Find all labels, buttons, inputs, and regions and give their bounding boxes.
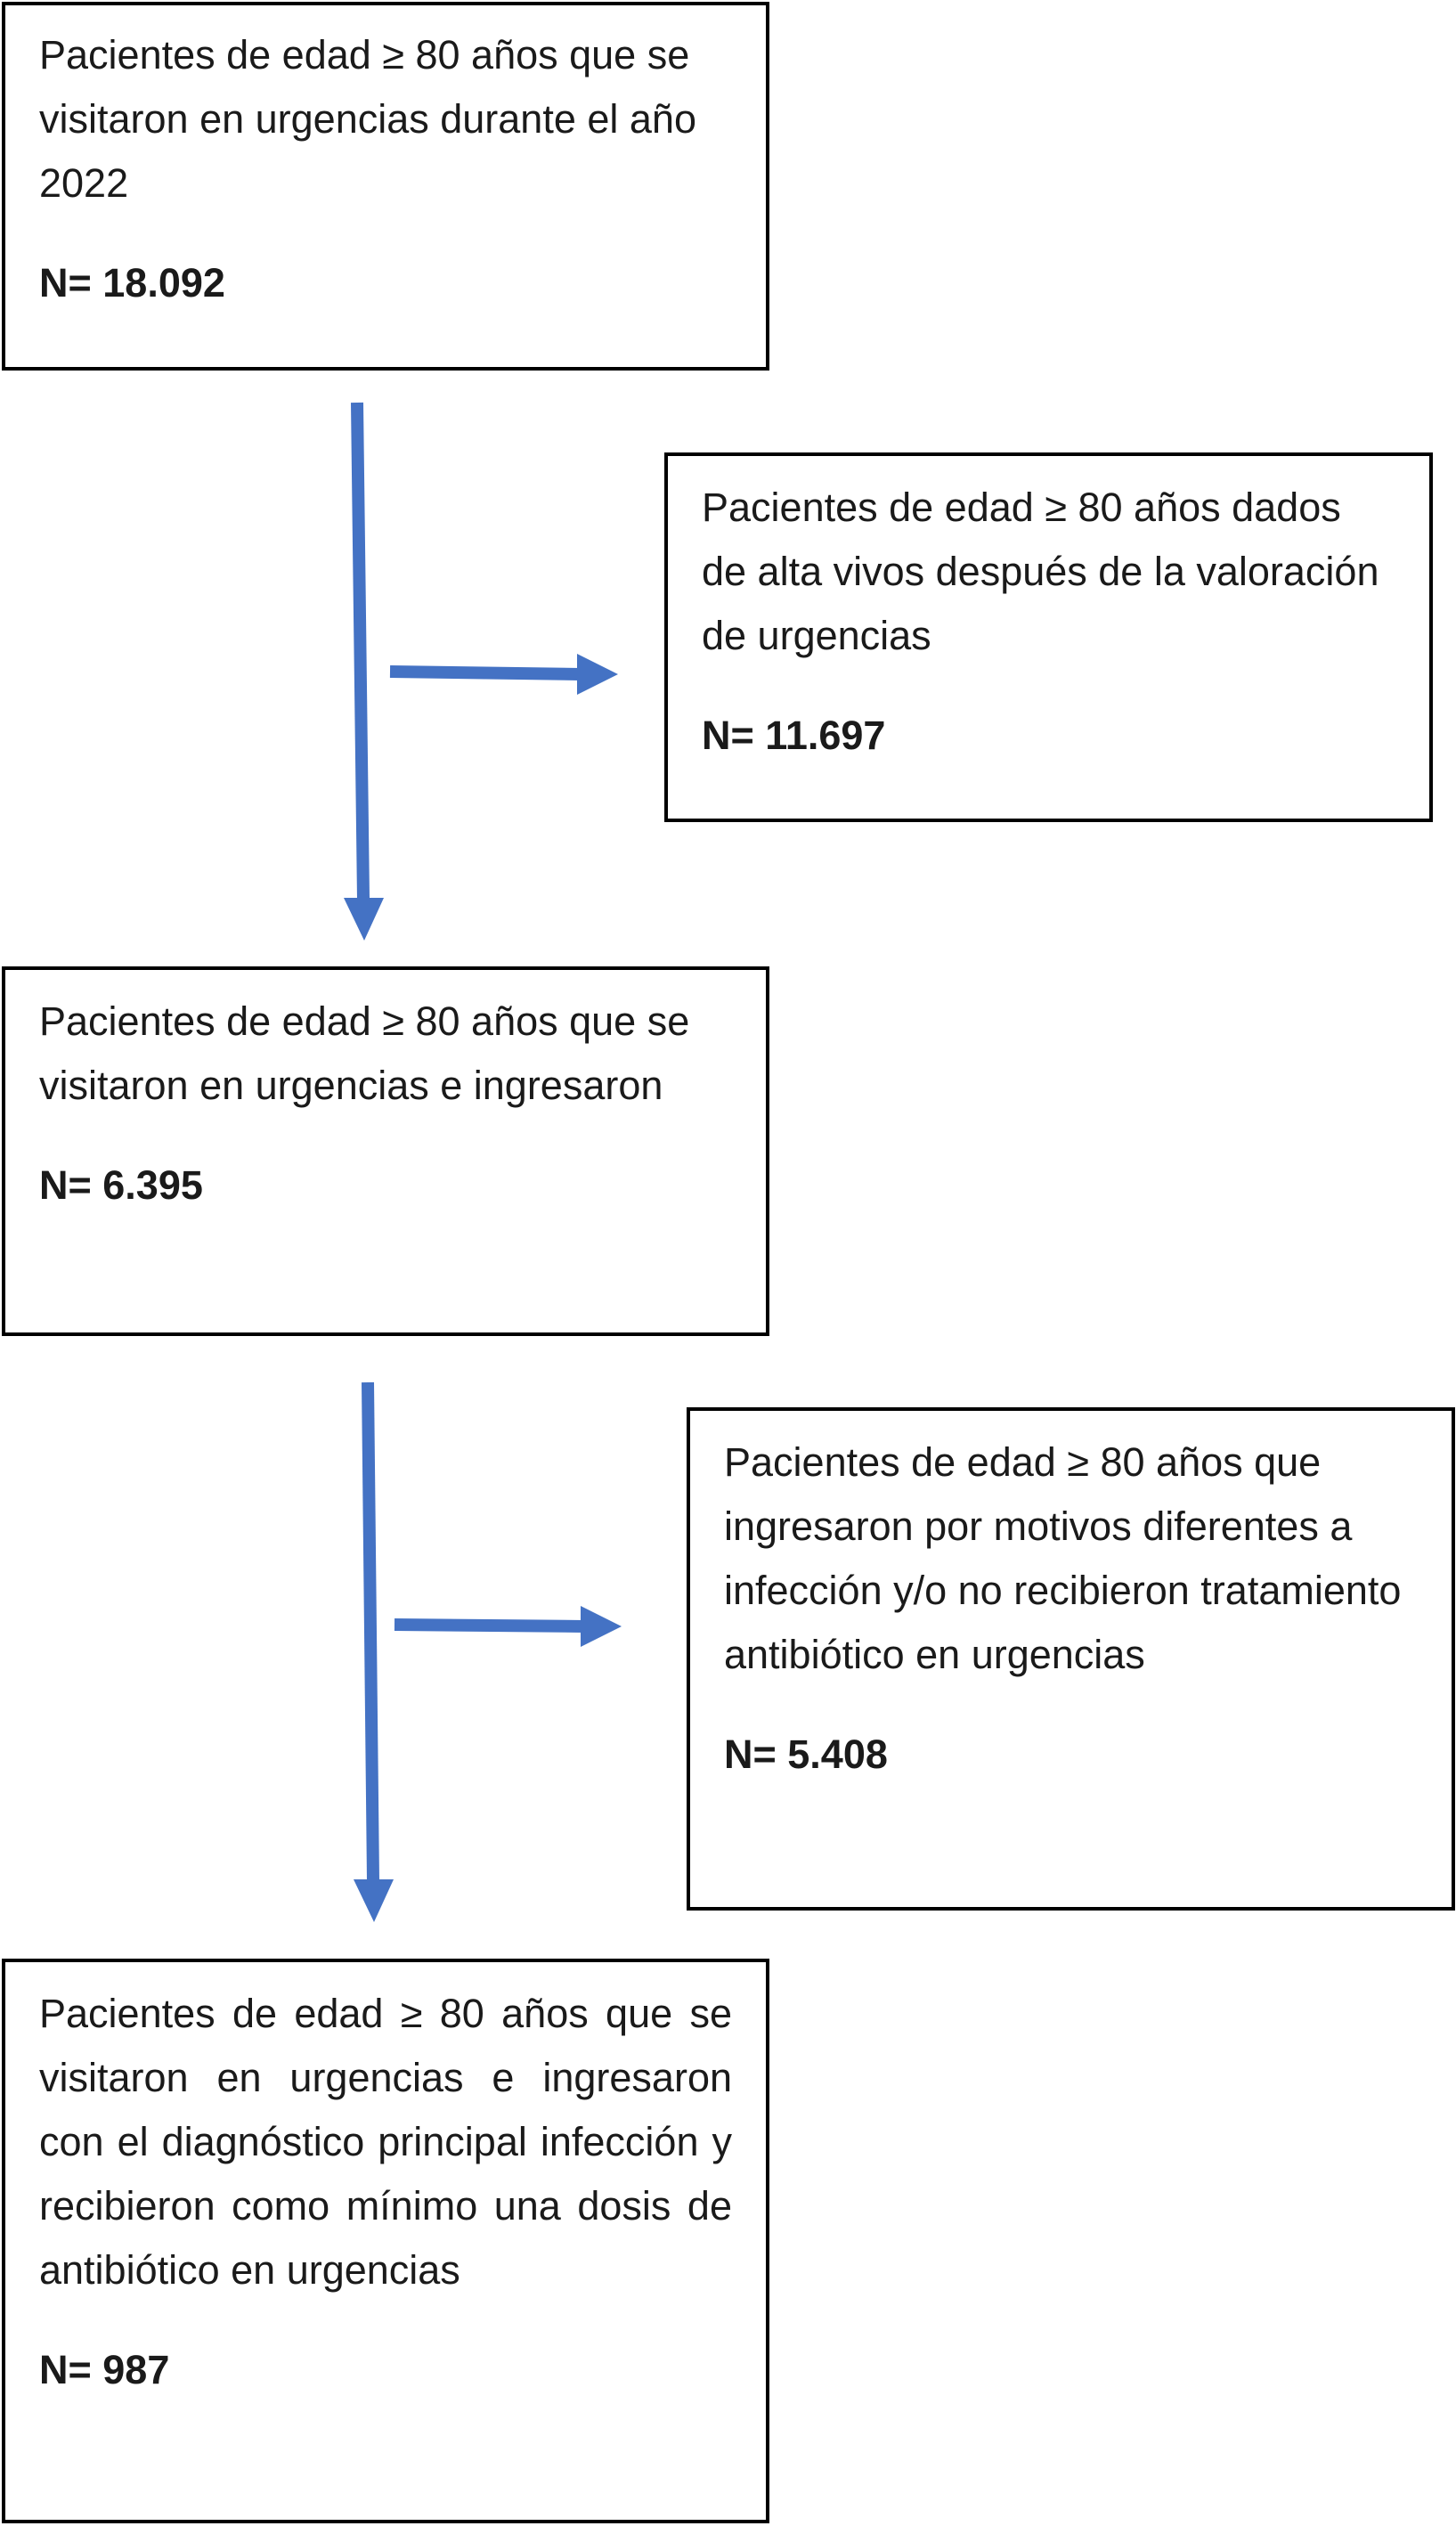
box-description: Pacientes de edad ≥ 80 años que se visitaron en urgencias e ingresaron con el diagnóstico principal infección y recibieron como mínimo una dosis de antibiótico en urgencias	[39, 1991, 732, 2293]
box-description: Pacientes de edad ≥ 80 años que ingresaron por motivos diferentes a infección y/o no recibieron tratamiento antibiótico en urgencias	[724, 1439, 1402, 1677]
box-count: N= 6.395	[39, 1162, 203, 1208]
box-description: Pacientes de edad ≥ 80 años dados de alta vivos después de la valoración de urgencias	[702, 485, 1379, 658]
box-discharged-alive	[664, 452, 1433, 822]
arrow-down-2-head	[354, 1879, 394, 1922]
box-count: N= 18.092	[39, 260, 225, 306]
box-final-cohort	[2, 1959, 769, 2523]
box-excluded-non-infection	[687, 1407, 1455, 1911]
box-count: N= 11.697	[702, 713, 886, 758]
arrow-right-1-head	[577, 654, 618, 695]
arrow-down-1-shaft	[357, 403, 363, 900]
box-count: N= 5.408	[724, 1732, 888, 1777]
box-description: Pacientes de edad ≥ 80 años que se visitaron en urgencias durante el año 2022	[39, 32, 696, 206]
arrow-right-2-head	[581, 1606, 622, 1647]
box-description: Pacientes de edad ≥ 80 años que se visitaron en urgencias e ingresaron	[39, 998, 690, 1108]
arrow-right-1-shaft	[390, 672, 581, 674]
arrow-down-1-head	[344, 898, 384, 941]
box-count: N= 987	[39, 2347, 170, 2392]
box-admitted	[2, 966, 769, 1336]
arrow-right-2-shaft	[395, 1625, 584, 1626]
arrow-down-2-shaft	[368, 1382, 373, 1881]
box-total-emergency-visits	[2, 2, 769, 371]
